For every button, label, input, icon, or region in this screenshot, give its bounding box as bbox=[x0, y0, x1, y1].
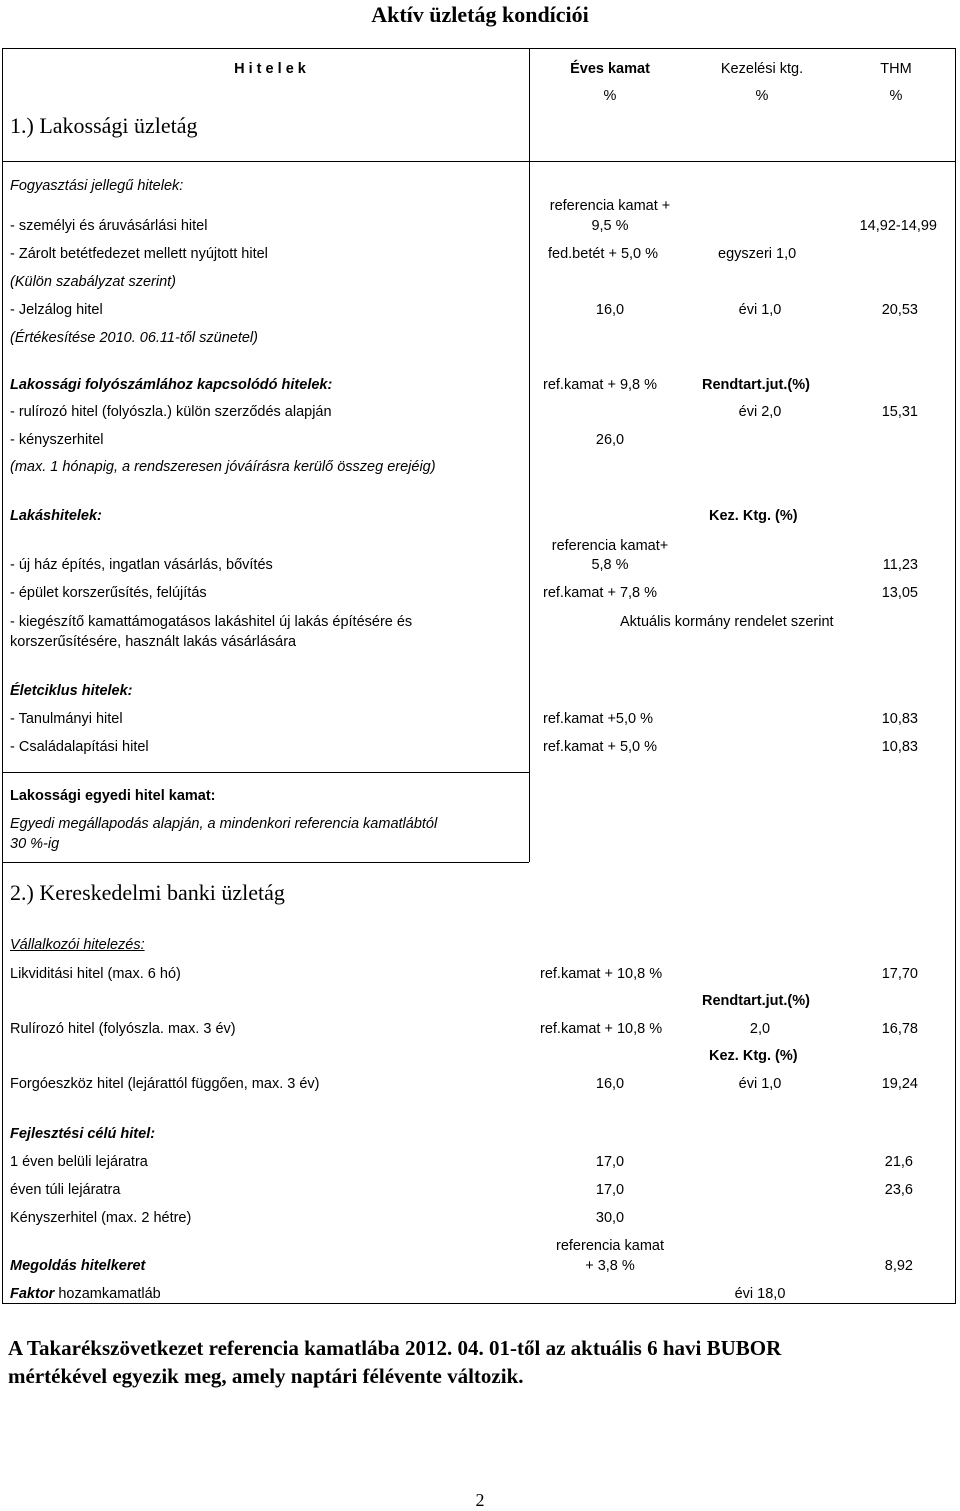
fejlesztesi-heading: Fejlesztési célú hitel: bbox=[10, 1126, 156, 1142]
hozamkamatlab-label: hozamkamatláb bbox=[54, 1286, 161, 1302]
fejlesztesi-r1-rate: 17,0 bbox=[595, 1154, 625, 1170]
eletciklus-r1-thm: 10,83 bbox=[881, 711, 918, 727]
footer-line-1: A Takarékszövetkezet referencia kamatlába 2012. 04. 01-től az aktuális 6 havi BUBOR bbox=[8, 1336, 782, 1360]
vallalkozoi-r3-thm: 19,24 bbox=[881, 1076, 918, 1092]
fogyasztasi-r1-rate2: 9,5 % bbox=[591, 218, 629, 234]
lakashitel-r1-rate: referencia kamat+ bbox=[551, 538, 669, 554]
fogyasztasi-r1-thm: 14,92-14,99 bbox=[859, 218, 937, 234]
lakashitel-fee-head: Kez. Ktg. (%) bbox=[709, 508, 798, 524]
fogyasztasi-heading: Fogyasztási jellegű hitelek: bbox=[10, 178, 184, 194]
fogyasztasi-r2-fee: egyszeri 1,0 bbox=[718, 246, 797, 262]
section-lakossagi: 1.) Lakossági üzletág bbox=[10, 113, 198, 138]
fejlesztesi-r4-label: Megoldás hitelkeret bbox=[10, 1258, 146, 1274]
vallalkozoi-r2-fee-head: Rendtart.jut.(%) bbox=[702, 993, 810, 1009]
fejlesztesi-r1-label: 1 éven belüli lejáratra bbox=[10, 1154, 148, 1170]
fogyasztasi-r1-rate: referencia kamat + bbox=[549, 198, 671, 214]
column-divider-label bbox=[529, 48, 530, 772]
header-kezelesi-ktg: Kezelési ktg. bbox=[720, 61, 804, 77]
page-title: Aktív üzletág kondíciói bbox=[371, 2, 589, 27]
header-pct-thm: % bbox=[889, 88, 903, 104]
eletciklus-r1-rate: ref.kamat +5,0 % bbox=[543, 711, 654, 727]
vallalkozoi-r1-rate: ref.kamat + 10,8 % bbox=[540, 966, 663, 982]
egyedi-line2: 30 %-ig bbox=[10, 836, 60, 852]
fejlesztesi-r3-rate: 30,0 bbox=[595, 1210, 625, 1226]
vallalkozoi-r2-thm: 16,78 bbox=[881, 1021, 918, 1037]
fejlesztesi-r4-thm: 8,92 bbox=[884, 1258, 913, 1274]
fejlesztesi-r5-label bbox=[10, 1286, 161, 1303]
fogyasztasi-r3-note: (Értékesítése 2010. 06.11-től szünetel) bbox=[10, 330, 258, 346]
vallalkozoi-heading: Vállalkozói hitelezés: bbox=[10, 937, 145, 953]
vallalkozoi-r2-label: Rulírozó hitel (folyószla. max. 3 év) bbox=[10, 1021, 236, 1037]
fejlesztesi-r1-thm: 21,6 bbox=[884, 1154, 913, 1170]
footer-line-2: mértékével egyezik meg, amely naptári félévente változik. bbox=[8, 1364, 524, 1389]
egyedi-bottom-divider bbox=[2, 862, 529, 863]
header-divider bbox=[2, 161, 956, 162]
lakashitel-r3-label: - kiegészítő kamattámogatásos lakáshitel új lakás építésére és bbox=[10, 614, 413, 630]
lakashitel-r2-label: - épület korszerűsítés, felújítás bbox=[10, 585, 207, 601]
header-thm: THM bbox=[880, 61, 912, 77]
fogyasztasi-r3-label: - Jelzálog hitel bbox=[10, 302, 103, 318]
fejlesztesi-r2-label: éven túli lejáratra bbox=[10, 1182, 121, 1198]
lakashitel-r2-thm: 13,05 bbox=[881, 585, 918, 601]
lakashitel-heading: Lakáshitelek: bbox=[10, 508, 102, 524]
egyedi-heading: Lakossági egyedi hitel kamat: bbox=[10, 788, 216, 804]
eletciklus-r2-label: - Családalapítási hitel bbox=[10, 739, 149, 755]
lakashitel-r2-rate: ref.kamat + 7,8 % bbox=[543, 585, 658, 601]
fejlesztesi-r3-label: Kényszerhitel (max. 2 hétre) bbox=[10, 1210, 192, 1226]
eletciklus-r2-rate: ref.kamat + 5,0 % bbox=[543, 739, 658, 755]
column-divider-label-lower bbox=[529, 772, 530, 862]
header-hitelek: H i t e l e k bbox=[234, 61, 306, 77]
fejlesztesi-r4-rate: referencia kamat bbox=[556, 1238, 664, 1254]
footer-note bbox=[8, 1334, 953, 1391]
folyoszamla-fee-head: Rendtart.jut.(%) bbox=[702, 377, 810, 393]
faktor-label: Faktor bbox=[10, 1286, 55, 1302]
fejlesztesi-r2-rate: 17,0 bbox=[595, 1182, 625, 1198]
fogyasztasi-r3-thm: 20,53 bbox=[881, 302, 918, 318]
vallalkozoi-r1-label: Likviditási hitel (max. 6 hó) bbox=[10, 966, 181, 982]
section-kereskedelmi: 2.) Kereskedelmi banki üzletág bbox=[10, 880, 285, 905]
folyoszamla-r1-thm: 15,31 bbox=[881, 404, 918, 420]
header-pct-ktg: % bbox=[755, 88, 769, 104]
fogyasztasi-r2-rate: fed.betét + 5,0 % bbox=[548, 246, 659, 262]
eletciklus-r1-label: - Tanulmányi hitel bbox=[10, 711, 123, 727]
fejlesztesi-r5-fee: évi 18,0 bbox=[734, 1286, 786, 1302]
vallalkozoi-r2-fee: 2,0 bbox=[749, 1021, 771, 1037]
vallalkozoi-r2-rate: ref.kamat + 10,8 % bbox=[540, 1021, 663, 1037]
fogyasztasi-r2-note: (Külön szabályzat szerint) bbox=[10, 274, 177, 290]
lakashitel-r1-rate2: 5,8 % bbox=[591, 557, 629, 573]
folyoszamla-r1-fee: évi 2,0 bbox=[738, 404, 782, 420]
folyoszamla-r1-label: - rulírozó hitel (folyószla.) külön szerződés alapján bbox=[10, 404, 332, 420]
conditions-table bbox=[2, 48, 956, 1304]
folyoszamla-r2-note: (max. 1 hónapig, a rendszeresen jóváírásra kerülő összeg erejéig) bbox=[10, 459, 436, 475]
egyedi-top-divider bbox=[2, 772, 529, 773]
vallalkozoi-r3-rate: 16,0 bbox=[595, 1076, 625, 1092]
fogyasztasi-r3-rate: 16,0 bbox=[595, 302, 625, 318]
fogyasztasi-r1-label: - személyi és áruvásárlási hitel bbox=[10, 218, 208, 234]
fejlesztesi-r4-rate2: + 3,8 % bbox=[585, 1258, 635, 1274]
vallalkozoi-r3-fee: évi 1,0 bbox=[738, 1076, 782, 1092]
header-eves-kamat: Éves kamat bbox=[570, 61, 650, 77]
vallalkozoi-r1-thm: 17,70 bbox=[881, 966, 918, 982]
egyedi-line1: Egyedi megállapodás alapján, a mindenkori referencia kamatlábtól bbox=[10, 816, 438, 832]
fejlesztesi-r2-thm: 23,6 bbox=[884, 1182, 913, 1198]
lakashitel-r1-thm: 11,23 bbox=[882, 557, 918, 573]
folyoszamla-rate: ref.kamat + 9,8 % bbox=[543, 377, 658, 393]
lakashitel-r3-rate: Aktuális kormány rendelet szerint bbox=[620, 614, 834, 630]
folyoszamla-r2-label: - kényszerhitel bbox=[10, 432, 104, 448]
page-number: 2 bbox=[475, 1490, 485, 1510]
folyoszamla-r2-rate: 26,0 bbox=[595, 432, 625, 448]
vallalkozoi-r3-fee-head: Kez. Ktg. (%) bbox=[709, 1048, 798, 1064]
eletciklus-r2-thm: 10,83 bbox=[881, 739, 918, 755]
eletciklus-heading: Életciklus hitelek: bbox=[10, 683, 133, 699]
lakashitel-r3-label2: korszerűsítésére, használt lakás vásárlására bbox=[10, 634, 297, 650]
folyoszamla-heading: Lakossági folyószámlához kapcsolódó hitelek: bbox=[10, 377, 333, 393]
fogyasztasi-r2-label: - Zárolt betétfedezet mellett nyújtott hitel bbox=[10, 246, 268, 262]
vallalkozoi-r3-label: Forgóeszköz hitel (lejárattól függően, max. 3 év) bbox=[10, 1076, 320, 1092]
lakashitel-r1-label: - új ház építés, ingatlan vásárlás, bővítés bbox=[10, 557, 273, 573]
fogyasztasi-r3-fee: évi 1,0 bbox=[738, 302, 782, 318]
header-pct-kamat: % bbox=[603, 88, 617, 104]
